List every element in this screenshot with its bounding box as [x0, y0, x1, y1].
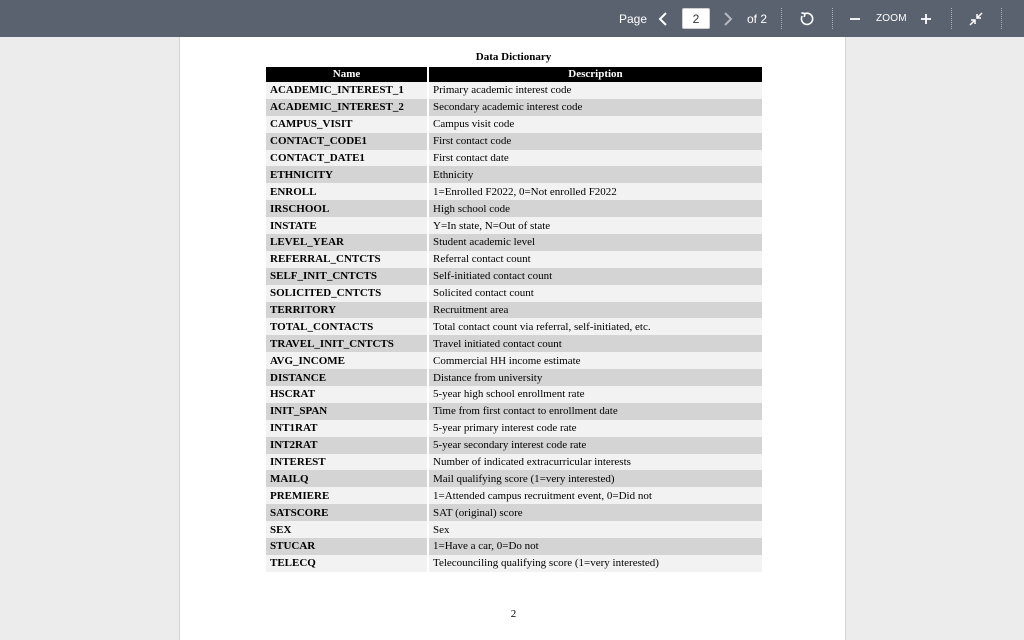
field-description: Referral contact count	[429, 251, 762, 268]
field-name: SATSCORE	[266, 504, 429, 521]
field-name: INT2RAT	[266, 437, 429, 454]
table-row	[266, 538, 762, 555]
field-description: Student academic level	[429, 234, 762, 251]
field-name: TOTAL_CONTACTS	[266, 318, 429, 335]
field-description: Solicited contact count	[429, 285, 762, 302]
field-name: ACADEMIC_INTEREST_2	[266, 99, 429, 116]
field-description: Primary academic interest code	[429, 82, 762, 99]
rotate-button[interactable]	[797, 0, 817, 37]
table-row	[266, 82, 762, 99]
field-description: SAT (original) score	[429, 504, 762, 521]
field-name: STUCAR	[266, 538, 429, 555]
collapse-icon	[969, 12, 983, 26]
field-description: Campus visit code	[429, 116, 762, 133]
table-row	[266, 403, 762, 420]
previous-page-button[interactable]	[654, 0, 672, 37]
table-row	[266, 116, 762, 133]
table-row	[266, 183, 762, 200]
table-header-row	[266, 67, 762, 82]
next-page-button[interactable]	[719, 0, 737, 37]
field-name: TRAVEL_INIT_CNTCTS	[266, 335, 429, 352]
zoom-out-button[interactable]	[846, 0, 864, 37]
toolbar-divider	[781, 8, 782, 29]
field-description: Secondary academic interest code	[429, 99, 762, 116]
table-row	[266, 386, 762, 403]
field-name: INSTATE	[266, 217, 429, 234]
field-description: Ethnicity	[429, 166, 762, 183]
field-name: IRSCHOOL	[266, 200, 429, 217]
toolbar-divider	[832, 8, 833, 29]
chevron-left-icon	[658, 12, 668, 26]
field-name: INIT_SPAN	[266, 403, 429, 420]
field-description: Number of indicated extracurricular interests	[429, 454, 762, 471]
field-name: MAILQ	[266, 470, 429, 487]
chevron-right-icon	[723, 12, 733, 26]
table-row	[266, 369, 762, 386]
field-description: Time from first contact to enrollment date	[429, 403, 762, 420]
zoom-in-button[interactable]	[917, 0, 935, 37]
document-viewer[interactable]	[0, 37, 1024, 640]
table-row	[266, 234, 762, 251]
exit-fullscreen-button[interactable]	[966, 0, 986, 37]
table-row	[266, 521, 762, 538]
field-name: SOLICITED_CNTCTS	[266, 285, 429, 302]
field-name: TERRITORY	[266, 302, 429, 319]
field-name: ETHNICITY	[266, 166, 429, 183]
field-description: 5-year secondary interest code rate	[429, 437, 762, 454]
field-description: 5-year high school enrollment rate	[429, 386, 762, 403]
table-row	[266, 285, 762, 302]
field-name: INT1RAT	[266, 420, 429, 437]
field-description: Commercial HH income estimate	[429, 352, 762, 369]
table-row	[266, 302, 762, 319]
field-name: CONTACT_CODE1	[266, 133, 429, 150]
field-description: Recruitment area	[429, 302, 762, 319]
field-description: First contact date	[429, 150, 762, 167]
field-description: Self-initiated contact count	[429, 268, 762, 285]
document-title: Data Dictionary	[475, 51, 552, 63]
field-name: AVG_INCOME	[266, 352, 429, 369]
table-row	[266, 555, 762, 572]
field-name: SEX	[266, 521, 429, 538]
table-row	[266, 335, 762, 352]
page-number-input[interactable]	[682, 8, 710, 29]
field-description: 1=Attended campus recruitment event, 0=Did not	[429, 487, 762, 504]
field-name: CAMPUS_VISIT	[266, 116, 429, 133]
table-row	[266, 133, 762, 150]
table-row	[266, 454, 762, 471]
table-row	[266, 420, 762, 437]
field-description: 1=Have a car, 0=Do not	[429, 538, 762, 555]
pdf-page	[179, 37, 846, 640]
field-description: Sex	[429, 521, 762, 538]
table-row	[266, 251, 762, 268]
table-row	[266, 487, 762, 504]
field-description: Travel initiated contact count	[429, 335, 762, 352]
field-name: ACADEMIC_INTEREST_1	[266, 82, 429, 99]
toolbar-divider	[1001, 8, 1002, 29]
table-row	[266, 470, 762, 487]
table-row	[266, 166, 762, 183]
field-name: ENROLL	[266, 183, 429, 200]
column-header-description: Description	[429, 67, 762, 82]
plus-icon	[920, 13, 932, 25]
field-name: DISTANCE	[266, 369, 429, 386]
field-name: SELF_INIT_CNTCTS	[266, 268, 429, 285]
field-name: HSCRAT	[266, 386, 429, 403]
table-row	[266, 99, 762, 116]
field-description: Distance from university	[429, 369, 762, 386]
field-name: LEVEL_YEAR	[266, 234, 429, 251]
page-label: Page	[619, 11, 648, 26]
toolbar-divider	[951, 8, 952, 29]
page-number: 2	[510, 608, 517, 620]
field-name: CONTACT_DATE1	[266, 150, 429, 167]
field-description: Y=In state, N=Out of state	[429, 217, 762, 234]
rotate-icon	[799, 11, 815, 27]
table-row	[266, 352, 762, 369]
field-name: REFERRAL_CNTCTS	[266, 251, 429, 268]
field-description: 5-year primary interest code rate	[429, 420, 762, 437]
table-row	[266, 150, 762, 167]
table-row	[266, 504, 762, 521]
data-dictionary-table	[266, 67, 762, 572]
zoom-label: ZOOM	[876, 13, 907, 24]
field-description: Total contact count via referral, self-initiated, etc.	[429, 318, 762, 335]
field-name: TELECQ	[266, 555, 429, 572]
pdf-toolbar	[0, 0, 1024, 37]
field-description: Mail qualifying score (1=very interested)	[429, 470, 762, 487]
table-row	[266, 268, 762, 285]
field-description: First contact code	[429, 133, 762, 150]
page-total: of 2	[747, 11, 768, 26]
field-name: INTEREST	[266, 454, 429, 471]
table-row	[266, 437, 762, 454]
field-description: Telecounciling qualifying score (1=very interested)	[429, 555, 762, 572]
table-row	[266, 318, 762, 335]
table-row	[266, 200, 762, 217]
field-description: High school code	[429, 200, 762, 217]
field-name: PREMIERE	[266, 487, 429, 504]
minus-icon	[849, 13, 861, 25]
field-description: 1=Enrolled F2022, 0=Not enrolled F2022	[429, 183, 762, 200]
table-row	[266, 217, 762, 234]
column-header-name: Name	[266, 67, 429, 82]
